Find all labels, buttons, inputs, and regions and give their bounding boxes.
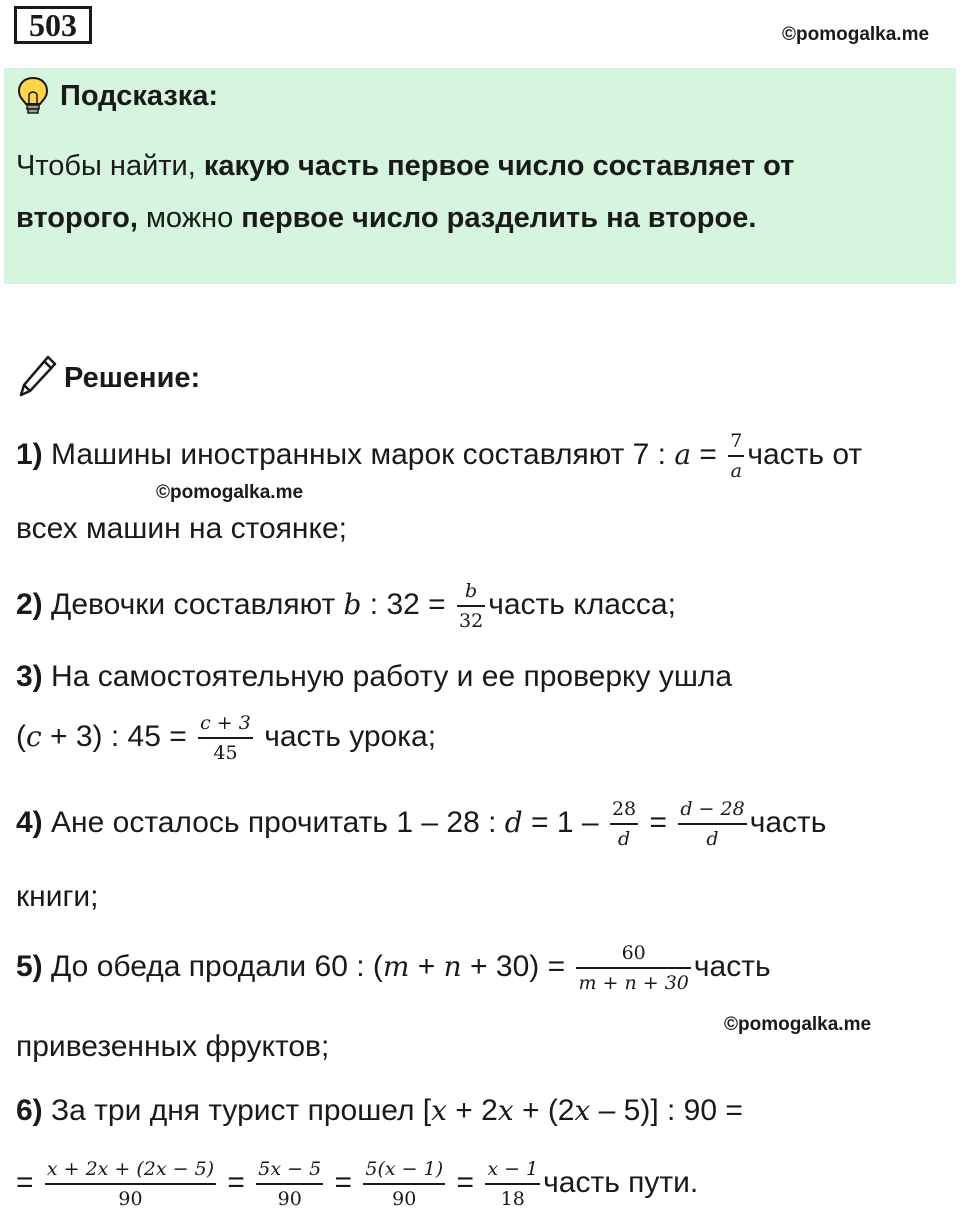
solution-step-3: 3) На самостоятельную работу и ее проверку ушла bbox=[16, 660, 733, 693]
solution-step-4: 4) Ане осталось прочитать 1 – 28 : d = 1 – $\frac{28}{d}$ = $\frac{d - 28}{d}$ часть bbox=[16, 798, 827, 850]
solution-title: Решение: bbox=[64, 362, 201, 394]
solution-step-4-cont: книги; bbox=[16, 880, 99, 913]
solution-step-5-cont: привезенных фруктов; bbox=[16, 1030, 330, 1063]
hint-title: Подсказка: bbox=[60, 80, 219, 112]
watermark-3: ©pomogalka.me bbox=[724, 1014, 872, 1035]
solution-step-6: 6) За три дня турист прошел [x + 2x + (2x – 5)] : 90 = bbox=[16, 1094, 743, 1127]
watermark-2: ©pomogalka.me bbox=[156, 482, 304, 503]
pencil-icon bbox=[18, 354, 58, 398]
solution-step-1: 1) Машины иностранных марок составляют 7 : a = $\frac{7}{a}$ часть от bbox=[16, 430, 863, 482]
hint-text: Чтобы найти, какую часть первое число составляет от второго, можно первое число разделить на второе. bbox=[16, 150, 795, 234]
solution-step-6-cont: = $\frac{x + 2x + (2x - 5)}{90}$ = $\frac{5x - 5}{90}$ = $\frac{5(x - 1)}{90}$ = $\frac{x - 1}{18}$ часть пути. bbox=[16, 1158, 699, 1210]
watermark: ©pomogalka.me bbox=[782, 24, 930, 45]
solution-step-2: 2) Девочки составляют b : 32 = $\frac{b}{32}$ часть класса; bbox=[16, 580, 676, 632]
solution-step-3-cont: (c + 3) : 45 = $\frac{c + 3}{45}$ часть урока; bbox=[16, 712, 437, 764]
problem-number: 503 bbox=[14, 6, 92, 44]
solution-step-1-cont: всех машин на стоянке; bbox=[16, 512, 347, 545]
solution-step-5: 5) До обеда продали 60 : (m + n + 30) = $\frac{60}{m + n + 30}$ часть bbox=[16, 942, 771, 994]
lightbulb-icon bbox=[16, 76, 50, 116]
